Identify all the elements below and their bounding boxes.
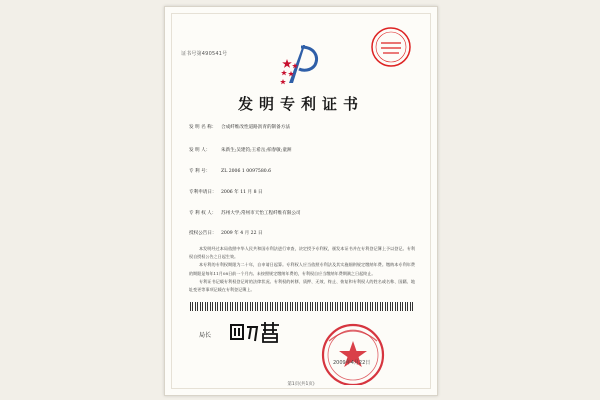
- field-value: 2009 年 4 月 22 日: [221, 231, 263, 236]
- director-signature: [227, 319, 283, 345]
- page-number: 第1页(共1页): [287, 382, 315, 387]
- field-value: 2006 年 11 月 8 日: [221, 190, 263, 195]
- field-value: ZL 2006 1 0097580.6: [221, 169, 272, 174]
- patent-office-emblem: [279, 39, 327, 87]
- field-value: 朱新生;吴建钧;王希岳;柏春敏;童洲: [221, 148, 292, 153]
- field-label: 专 利 权 人：: [189, 211, 217, 216]
- field-label: 发 明 名 称：: [189, 125, 217, 130]
- inventors-row: [189, 147, 292, 153]
- certificate-body: [189, 245, 415, 294]
- field-value: 苏州大学;常州市天怡工程纤维有限公司: [221, 211, 301, 216]
- invention-name-row: [189, 124, 290, 130]
- certificate-number: 证书号第490541号: [181, 51, 228, 57]
- body-paragraph: 专利证书记载专利权登记时的法律状况。专利权的转移、质押、无效、终止、恢复和专利权人的姓名或名称、国籍、地址变更等事项记载在专利登记簿上。: [189, 278, 415, 293]
- field-label: 专 利 号：: [189, 169, 211, 174]
- registration-stamp: [369, 25, 413, 69]
- field-value: 合成纤维改性道路沥青的制备方法: [221, 125, 290, 130]
- application-date-row: [189, 189, 263, 195]
- body-paragraph: 本发明经过本局依照中华人民共和国专利法进行审查，决定授予专利权，颁发本证书并在专利登记簿上予以登记。专利权自授权公告之日起生效。: [189, 246, 415, 260]
- grant-date-row: [189, 230, 263, 236]
- seal-date: 2009年4月22日: [333, 360, 371, 366]
- patent-number-row: [189, 168, 271, 174]
- patent-certificate: [164, 6, 438, 396]
- director-label: 局长: [199, 332, 212, 339]
- field-label: 授权公告日：: [189, 231, 217, 236]
- patentee-row: [189, 210, 301, 216]
- field-label: 专利申请日：: [189, 190, 217, 195]
- official-seal: [311, 319, 395, 385]
- field-label: 发 明 人：: [189, 148, 211, 153]
- body-paragraph: 本专利的专利权期限为二十年，自申请日起算。专利权人应当依照专利法及其实施细则规定缴纳年费。缴纳本专利年费的期限是每年11月08日前一个月内。未按照规定缴纳年费的，专利权自应当缴纳年费期满之日起终止。: [189, 262, 415, 276]
- barcode: [190, 302, 414, 311]
- certificate-title: 发明专利证书: [237, 95, 364, 113]
